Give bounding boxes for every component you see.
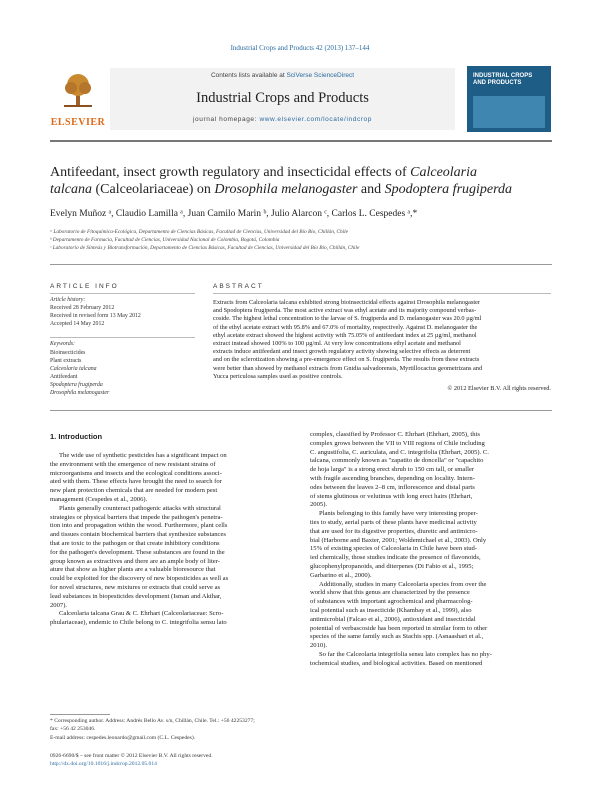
- abstract-line: coside. The highest lethal concentration to the larvae of S. frugiperda and D. melanogaster was 20.0 µg/ml: [213, 315, 482, 323]
- abstract-text: [213, 299, 551, 381]
- body-text-line: ature that show as higher plants are a valuable bioresource that: [50, 566, 216, 574]
- body-text-line: So far the Calceolaria integrifolia sensu lato complex has no phy-: [319, 650, 492, 658]
- body-text-line: lead substances in biopesticides development (Isman and Akthar,: [50, 592, 222, 600]
- body-text-line: the environment with the emergence of new resistant strains of: [50, 460, 216, 468]
- body-text-line: ical potential such as insecticide (Khambay et al., 1999), also: [310, 606, 472, 614]
- keywords-label: Keywords:: [50, 341, 75, 347]
- article-title-line-1: Antifeedant, insect growth regulatory and insecticidal effects of Calceolaria: [50, 165, 478, 180]
- body-text-line: of stems glutinous or velutinus with long erect hairs (Ehrhart,: [310, 492, 473, 500]
- affiliation: ᵃ Laboratorio de Fitoquímica-Ecológica, Departamento de Ciencias Básicas, Facultad de Ciencias, Universidad del Bío Bío, Chillán, Chile: [50, 229, 348, 235]
- intro-left-column: [50, 452, 295, 628]
- header-rule: [50, 140, 552, 142]
- body-text-line: 15% of existing species of Calceolaria in Chile have been stud-: [310, 545, 477, 553]
- body-text-line: 2005).: [310, 501, 328, 509]
- abstract-line: and on the sclerotization showing a pre-emergence effect on S. frugiperda. The results from these extracts: [213, 356, 480, 364]
- body-text-line: strategies or physical barriers that impede the pathogen's penetra-: [50, 513, 223, 521]
- body-text-line: of substances with important agrochemical and pharmacolog-: [310, 598, 473, 606]
- body-text-line: Plants generally counteract pathogenic attacks with structural: [59, 504, 221, 512]
- elsevier-tree-icon: [60, 72, 96, 108]
- body-text-line: could be exploited for the discovery of new biopesticides as well as: [50, 575, 229, 583]
- body-text-line: 2010).: [310, 642, 328, 650]
- body-text-line: antimicrobial (Falcao et al., 2006), antioxidant and insecticidal: [310, 615, 476, 623]
- affiliation: ᶜ Laboratorio de Síntesis y Biotransformación, Departamento de Ciencias Básicas, Facultad de Ciencias, Universidad del Bío Bío, Chillán, Chile: [50, 245, 360, 251]
- body-text-line: The wide use of synthetic pesticides has a significant impact on: [59, 452, 227, 459]
- body-text-line: complex, classified by Professor C. Ehrhart (Ehrhart, 2005), this: [310, 431, 480, 438]
- journal-citation[interactable]: Industrial Crops and Products 42 (2013) 137–144: [230, 44, 370, 52]
- body-text-line: potential of verbascoside has been reported in similar form to other: [310, 624, 488, 632]
- journal-homepage: journal homepage: www.elsevier.com/locate/indcrop: [193, 116, 372, 123]
- history-item: Received in revised form 13 May 2012: [50, 313, 141, 319]
- body-text-line: species of the same family such as Stachis spp. (Asnaashari et al.,: [310, 633, 484, 641]
- intro-heading: 1. Introduction: [50, 432, 103, 441]
- body-text-line: tochemical studies, and biological activities. Based on mentioned: [310, 659, 483, 667]
- issn-line: 0926-6690/$ – see front matter © 2012 Elsevier B.V. All rights reserved.: [50, 753, 213, 759]
- abstract-line: ethyl acetate extract showed the highest activity with 75.05% of antifeedant index at 25 µg/ml, methanol: [213, 331, 477, 339]
- body-text-line: Additionally, studies in many Calceolaria species from over the: [319, 580, 487, 588]
- body-text-line: C. angustifolia, C. auriculata, and C. integrifolia (Ehrhart, 2005). C.: [310, 448, 489, 456]
- body-text-line: group known as extractives and there are an ample body of liter-: [50, 557, 220, 565]
- article-title: [50, 164, 550, 198]
- homepage-link[interactable]: www.elsevier.com/locate/indcrop: [259, 116, 372, 123]
- abstract-heading: ABSTRACT: [213, 283, 264, 290]
- body-text-line: tion into and propagation within the wood. Furthermore, plant cells: [50, 522, 228, 530]
- keyword: Plant extracts: [50, 358, 82, 364]
- author-list: Evelyn Muñoz ᵃ, Claudio Lamilla ᵃ, Juan Camilo Marin ᵇ, Julio Alarcon ᶜ, Carlos L. Cespedes ᵃ,*: [50, 209, 418, 219]
- abstract-line: Extracts from Calceolaria talcana exhibited strong bioinsecticidal effects against Drosophila melanogaster: [213, 299, 481, 306]
- abstract-rule: [213, 293, 551, 294]
- history-item: Accepted 14 May 2012: [50, 321, 105, 327]
- body-text-line: that are used for its digestive properties, diuretic and antimicro-: [310, 527, 478, 535]
- body-text-line: ated with them. These effects have brought the need to search for: [50, 478, 222, 486]
- body-text-line: glucophenylpropanoids, and diterpenes (Di Fabio et al., 1995;: [310, 562, 474, 570]
- body-rule: [50, 410, 552, 411]
- abstract-line: extract instead showed 100% to 100 µg/ml. At very low concentrations ethyl acetate and methanol: [213, 340, 461, 348]
- body-text-line: and tissues contain biochemical barriers that synthesize substances: [50, 531, 226, 539]
- doi-link[interactable]: http://dx.doi.org/10.1016/j.indcrop.2012.05.014: [50, 761, 157, 767]
- body-text-line: that are toxic to the pathogen or that create inhibitory conditions: [50, 539, 220, 547]
- cover-image: [473, 96, 545, 128]
- history-item: Received 28 February 2012: [50, 305, 115, 311]
- body-text-line: with fragile ascending branches, depending on locality. Intern-: [310, 474, 475, 482]
- info-rule: [50, 293, 195, 294]
- corresponding-author: * Corresponding author. Address: Andrés Bello Av. s/n, Chillán, Chile. Tel.: +56 42253277;: [50, 718, 255, 724]
- section-rule: [50, 264, 552, 265]
- affiliation: ᵇ Departamento de Farmacia, Facultad de Ciencias, Universidad Nacional de Colombia, Bogotá, Colombia: [50, 237, 280, 243]
- article-title-line-2: talcana (Calceolariaceae) on Drosophila melanogaster and Spodoptera frugiperda: [50, 182, 513, 197]
- abstract-line: of the ethyl acetate extract with 95.8% and 67.0% of mortality, respectively. Against D. melanogaster the: [213, 323, 478, 331]
- abstract-line: were better than showed by methanol extracts from Gnidia salvadorensis, Myrtillocactus geometrizans and: [213, 364, 483, 372]
- body-text-line: odes between the leaves 2–8 cm, inflorescence and distal parts: [310, 483, 475, 491]
- publisher-name: ELSEVIER: [50, 117, 106, 128]
- body-text-line: world show that this genus are characterized by the presence: [310, 589, 470, 597]
- body-text-line: bial (Harborne and Baxter, 2001; Woldemichael et al., 2003). Only: [310, 536, 487, 544]
- body-text-line: ied chemically, those studies indicate the presence of flavonoids,: [310, 554, 481, 562]
- journal-header: [110, 68, 455, 130]
- body-text-line: Calceolaria talcana Grau & C. Ehrhart (Calceolariaceae: Scro-: [59, 610, 224, 618]
- info-rule: [50, 337, 195, 338]
- footnote-rule: [50, 714, 110, 715]
- keyword: Bioinsecticides: [50, 350, 86, 356]
- body-text-line: microorganisms and insects and the ecological conditions associ-: [50, 469, 222, 477]
- fax: fax: +56 42 253046.: [50, 726, 96, 732]
- journal-cover: [467, 66, 551, 132]
- article-info-heading: ARTICLE INFO: [50, 283, 119, 290]
- body-text-line: for the pathogen's development. These substances are found in the: [50, 548, 225, 556]
- keyword: Antifeedant: [50, 374, 78, 380]
- body-text-line: phulariaceae), endemic to Chile belong to C. integrifolia sensu lato: [50, 619, 227, 627]
- body-text-line: ties to study, aerial parts of these plants have medicinal activity: [310, 518, 477, 526]
- abstract-line: and Spodoptera frugiperda. The most active extract was ethyl acetate and its majority compound verbas-: [213, 307, 477, 315]
- keyword: Drosophila melanogaster: [50, 390, 110, 396]
- sciencedirect-link[interactable]: SciVerse ScienceDirect: [286, 72, 355, 79]
- abstract-line: extracts induce antifeedant and insect growth regulatory activity showing selective effects as deterrent: [213, 348, 471, 356]
- body-text-line: new plant protection chemicals that are needed for modern pest: [50, 487, 218, 495]
- cover-title: INDUSTRIAL CROPS AND PRODUCTS: [473, 73, 533, 86]
- email-address[interactable]: E-mail address: cespedes.leonardo@gmail.com (C.L. Cespedes).: [50, 735, 196, 741]
- keyword: Calceolaria talcana: [50, 366, 97, 372]
- body-text-line: complex grows between the VII to VIII regions of Chile including: [310, 439, 485, 447]
- copyright: © 2012 Elsevier B.V. All rights reserved.: [447, 385, 551, 392]
- elsevier-logo: [50, 70, 106, 128]
- contents-line: Contents lists available at SciVerse ScienceDirect: [210, 72, 355, 79]
- body-text-line: 2007).: [50, 601, 68, 609]
- body-text-line: management (Cespedes et al., 2006).: [50, 495, 148, 503]
- history-label: Article history:: [50, 297, 86, 303]
- body-text-line: Plants belonging to this family have very interesting proper-: [319, 510, 478, 518]
- keyword: Spodoptera frugiperda: [50, 382, 103, 388]
- body-text-line: de hoja larga" is a strong erect shrub to 150 cm tall, or smaller: [310, 466, 475, 474]
- body-text-line: talcana, commonly known as "zapatito de doncella" or "capachito: [310, 457, 484, 465]
- body-text-line: Garbarino et al., 2000).: [310, 571, 372, 579]
- journal-title: Industrial Crops and Products: [196, 90, 369, 106]
- abstract-line: Yucca periculosa samples used as positive controls.: [213, 372, 343, 380]
- intro-right-column: [310, 431, 553, 669]
- body-text-line: for novel structures, new mixtures or extracts that could serve as: [50, 583, 221, 591]
